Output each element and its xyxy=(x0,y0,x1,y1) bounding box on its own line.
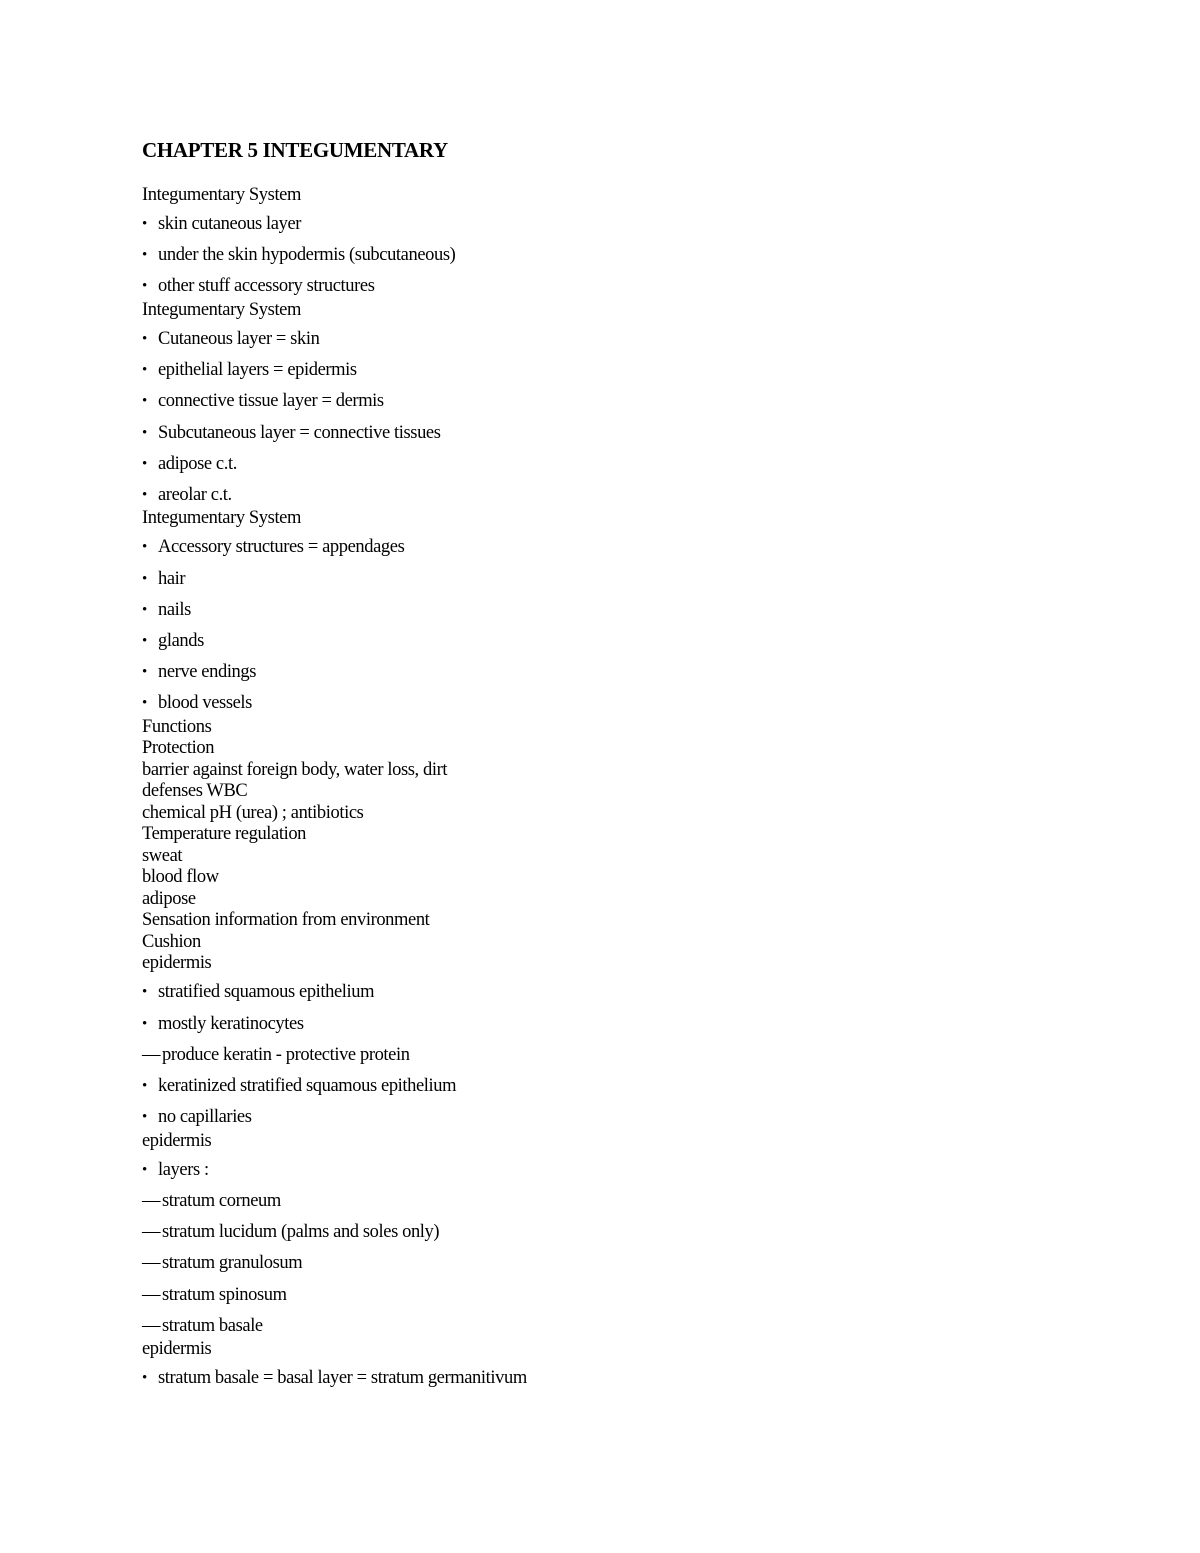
bullet-marker: • xyxy=(142,424,147,441)
bullet-marker: • xyxy=(142,362,147,379)
line-text: stratum spinosum xyxy=(162,1284,287,1305)
dash-item xyxy=(142,1252,302,1274)
line-text: Cushion xyxy=(142,931,201,952)
bullet-item xyxy=(142,275,375,298)
dash-marker: — xyxy=(142,1222,161,1243)
bullet-item xyxy=(142,422,441,445)
bullet-marker: • xyxy=(142,984,147,1001)
dash-item xyxy=(142,1044,410,1066)
line-text: connective tissue layer = dermis xyxy=(158,391,384,412)
line-text: nails xyxy=(158,599,191,620)
bullet-item xyxy=(142,661,256,684)
line-text: Sensation information from environment xyxy=(142,910,430,931)
text-line xyxy=(142,184,301,206)
line-text: under the skin hypodermis (subcutaneous) xyxy=(158,245,456,266)
bullet-marker: • xyxy=(142,539,147,556)
bullet-item xyxy=(142,1013,304,1036)
line-text: adipose xyxy=(142,888,196,909)
line-text: skin cutaneous layer xyxy=(158,214,302,234)
line-text: Accessory structures = appendages xyxy=(158,537,405,558)
bullet-item xyxy=(142,213,301,236)
line-text: epidermis xyxy=(142,953,212,974)
line-text: mostly keratinocytes xyxy=(158,1013,304,1034)
bullet-item xyxy=(142,1075,456,1098)
text-line xyxy=(142,845,182,867)
dash-marker: — xyxy=(142,1284,161,1305)
text-line xyxy=(142,1130,211,1152)
line-text: Protection xyxy=(142,738,215,759)
line-text: stratum lucidum (palms and soles only) xyxy=(162,1222,440,1243)
line-text: stratified squamous epithelium xyxy=(158,982,375,1003)
bullet-item xyxy=(142,536,404,559)
line-text: stratum basale = basal layer = stratum germanitivum xyxy=(158,1368,527,1389)
text-line xyxy=(142,823,306,845)
bullet-marker: • xyxy=(142,633,147,649)
line-text: other stuff accessory structures xyxy=(158,276,375,297)
line-text: Integumentary System xyxy=(142,508,301,529)
line-text: hair xyxy=(158,568,186,589)
bullet-marker: • xyxy=(142,1109,147,1126)
line-text: glands xyxy=(158,631,204,651)
bullet-marker: • xyxy=(142,570,147,587)
text-line xyxy=(142,931,201,953)
line-text: nerve endings xyxy=(158,662,257,683)
bullet-marker: • xyxy=(142,393,147,410)
line-text: epidermis xyxy=(142,1339,212,1360)
bullet-marker: • xyxy=(142,664,147,681)
bullet-marker: • xyxy=(142,455,147,472)
line-text: epidermis xyxy=(142,1130,212,1151)
line-text: areolar c.t. xyxy=(158,484,232,505)
bullet-item xyxy=(142,1159,209,1182)
line-text: barrier against foreign body, water loss, dirt xyxy=(142,759,448,780)
text-line xyxy=(142,866,219,888)
bullet-item xyxy=(142,692,252,715)
bullet-item xyxy=(142,484,232,507)
line-text: chemical pH (urea) ; antibiotics xyxy=(142,802,364,823)
bullet-item xyxy=(142,630,204,653)
document-title: CHAPTER 5 INTEGUMENTARY xyxy=(142,138,448,162)
bullet-marker: • xyxy=(142,1015,147,1032)
bullet-marker: • xyxy=(142,695,147,712)
line-text: produce keratin - protective protein xyxy=(162,1044,410,1065)
line-text: stratum granulosum xyxy=(162,1253,303,1274)
dash-item xyxy=(142,1284,287,1306)
dash-marker: — xyxy=(142,1044,161,1065)
bullet-marker: • xyxy=(142,601,147,618)
text-line xyxy=(142,952,211,974)
line-text: epithelial layers = epidermis xyxy=(158,360,357,381)
dash-item xyxy=(142,1315,263,1337)
bullet-item xyxy=(142,599,191,622)
bullet-marker: • xyxy=(142,247,147,264)
text-line xyxy=(142,737,214,759)
bullet-item xyxy=(142,244,455,267)
bullet-marker: • xyxy=(142,278,147,295)
bullet-item xyxy=(142,390,384,413)
dash-marker: — xyxy=(142,1315,161,1336)
text-line xyxy=(142,802,363,824)
bullet-marker: • xyxy=(142,1161,147,1178)
dash-item xyxy=(142,1221,439,1243)
line-text: defenses WBC xyxy=(142,781,248,802)
bullet-item xyxy=(142,981,374,1004)
text-line xyxy=(142,1338,211,1360)
bullet-marker: • xyxy=(142,330,147,347)
line-text: Subcutaneous layer = connective tissues xyxy=(158,422,441,443)
dash-marker: — xyxy=(142,1190,161,1211)
line-text: stratum corneum xyxy=(162,1190,281,1211)
text-line xyxy=(142,909,429,931)
line-text: layers : xyxy=(158,1159,209,1180)
bullet-item xyxy=(142,359,357,382)
text-line xyxy=(142,888,196,910)
dash-marker: — xyxy=(142,1253,161,1274)
bullet-item xyxy=(142,1367,527,1390)
bullet-item xyxy=(142,328,319,351)
bullet-item xyxy=(142,1106,252,1129)
line-text: Integumentary System xyxy=(142,299,301,320)
bullet-marker: • xyxy=(142,486,147,503)
line-text: sweat xyxy=(142,845,183,866)
text-line xyxy=(142,759,447,781)
text-line xyxy=(142,780,247,802)
line-text: blood vessels xyxy=(158,693,252,714)
text-line xyxy=(142,299,301,321)
line-text: adipose c.t. xyxy=(158,453,237,474)
dash-item xyxy=(142,1190,281,1212)
line-text: stratum basale xyxy=(162,1315,263,1336)
bullet-item xyxy=(142,453,237,476)
bullet-item xyxy=(142,568,185,591)
line-text: keratinized stratified squamous epithelium xyxy=(158,1076,457,1096)
line-text: Temperature regulation xyxy=(142,824,307,845)
line-text: Functions xyxy=(142,716,212,737)
line-text: no capillaries xyxy=(158,1107,252,1128)
bullet-marker: • xyxy=(142,1078,147,1094)
text-line xyxy=(142,716,211,738)
bullet-marker: • xyxy=(142,216,147,232)
line-text: blood flow xyxy=(142,867,219,888)
line-text: Integumentary System xyxy=(142,185,301,205)
text-line xyxy=(142,507,301,529)
bullet-marker: • xyxy=(142,1370,147,1387)
line-text: Cutaneous layer = skin xyxy=(158,328,320,349)
